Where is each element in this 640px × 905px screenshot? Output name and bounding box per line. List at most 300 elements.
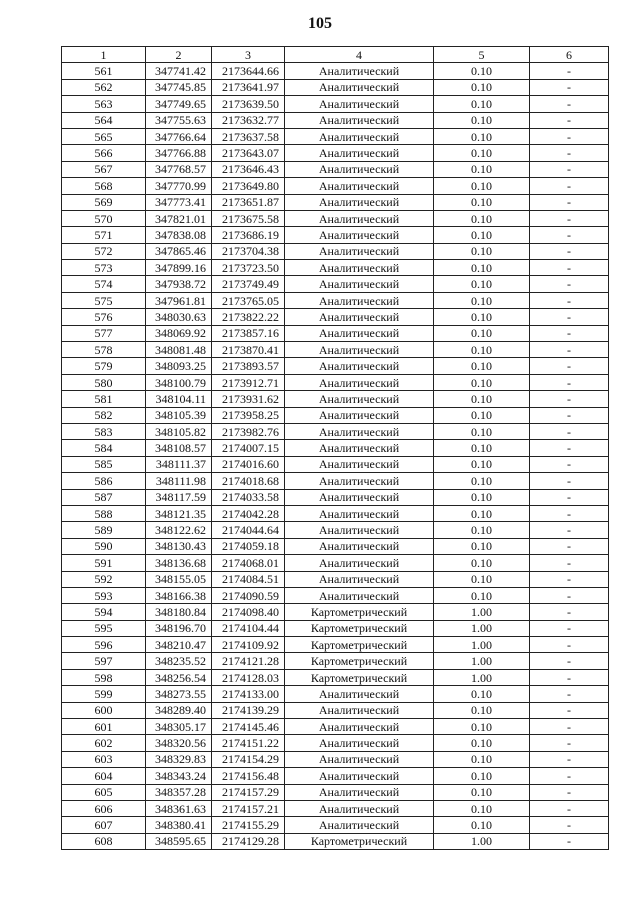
y-coordinate-cell: 2174129.28 [212,833,285,849]
method-cell: Аналитический [285,276,434,292]
accuracy-cell: 0.10 [434,210,530,226]
y-coordinate-cell: 2174059.18 [212,538,285,554]
y-coordinate-cell: 2174151.22 [212,735,285,751]
table-row [62,96,609,112]
x-coordinate-cell: 347766.88 [146,145,212,161]
table-row [62,735,609,751]
method-cell: Аналитический [285,505,434,521]
table-row [62,325,609,341]
y-coordinate-cell: 2173958.25 [212,407,285,423]
y-coordinate-cell: 2174098.40 [212,604,285,620]
method-cell: Аналитический [285,784,434,800]
note-cell: - [530,342,609,358]
method-cell: Аналитический [285,571,434,587]
note-cell: - [530,686,609,702]
column-header-4: 4 [285,47,434,63]
x-coordinate-cell: 348196.70 [146,620,212,636]
x-coordinate-cell: 347770.99 [146,178,212,194]
table-row [62,653,609,669]
table-row [62,669,609,685]
accuracy-cell: 0.10 [434,489,530,505]
note-cell: - [530,751,609,767]
method-cell: Аналитический [285,227,434,243]
point-number-cell: 563 [62,96,146,112]
note-cell: - [530,538,609,554]
y-coordinate-cell: 2173675.58 [212,210,285,226]
accuracy-cell: 0.10 [434,79,530,95]
point-number-cell: 564 [62,112,146,128]
y-coordinate-cell: 2173646.43 [212,161,285,177]
y-coordinate-cell: 2174033.58 [212,489,285,505]
table-row [62,751,609,767]
table-row [62,423,609,439]
point-number-cell: 605 [62,784,146,800]
x-coordinate-cell: 348256.54 [146,669,212,685]
note-cell: - [530,440,609,456]
accuracy-cell: 0.10 [434,505,530,521]
table-row [62,571,609,587]
table-header-row [62,47,609,63]
accuracy-cell: 0.10 [434,63,530,79]
point-number-cell: 604 [62,768,146,784]
table-row [62,178,609,194]
method-cell: Аналитический [285,702,434,718]
y-coordinate-cell: 2173704.38 [212,243,285,259]
note-cell: - [530,292,609,308]
note-cell: - [530,309,609,325]
x-coordinate-cell: 348273.55 [146,686,212,702]
point-number-cell: 573 [62,260,146,276]
point-number-cell: 597 [62,653,146,669]
note-cell: - [530,161,609,177]
note-cell: - [530,178,609,194]
note-cell: - [530,768,609,784]
method-cell: Аналитический [285,817,434,833]
point-number-cell: 596 [62,637,146,653]
note-cell: - [530,96,609,112]
x-coordinate-cell: 347865.46 [146,243,212,259]
accuracy-cell: 0.10 [434,194,530,210]
method-cell: Аналитический [285,260,434,276]
method-cell: Аналитический [285,440,434,456]
method-cell: Аналитический [285,407,434,423]
point-number-cell: 581 [62,391,146,407]
method-cell: Аналитический [285,374,434,390]
y-coordinate-cell: 2174157.29 [212,784,285,800]
method-cell: Картометрический [285,653,434,669]
accuracy-cell: 0.10 [434,702,530,718]
accuracy-cell: 1.00 [434,620,530,636]
method-cell: Аналитический [285,128,434,144]
note-cell: - [530,784,609,800]
x-coordinate-cell: 347773.41 [146,194,212,210]
y-coordinate-cell: 2173649.80 [212,178,285,194]
y-coordinate-cell: 2174145.46 [212,719,285,735]
x-coordinate-cell: 347749.65 [146,96,212,112]
table-row [62,112,609,128]
point-number-cell: 594 [62,604,146,620]
x-coordinate-cell: 348136.68 [146,555,212,571]
y-coordinate-cell: 2174154.29 [212,751,285,767]
point-number-cell: 572 [62,243,146,259]
point-number-cell: 588 [62,505,146,521]
method-cell: Аналитический [285,96,434,112]
y-coordinate-cell: 2174068.01 [212,555,285,571]
method-cell: Аналитический [285,325,434,341]
x-coordinate-cell: 348104.11 [146,391,212,407]
note-cell: - [530,407,609,423]
point-number-cell: 606 [62,800,146,816]
x-coordinate-cell: 348210.47 [146,637,212,653]
accuracy-cell: 1.00 [434,669,530,685]
table-row [62,719,609,735]
accuracy-cell: 0.10 [434,227,530,243]
table-row [62,194,609,210]
accuracy-cell: 0.10 [434,178,530,194]
method-cell: Аналитический [285,473,434,489]
method-cell: Аналитический [285,538,434,554]
method-cell: Аналитический [285,719,434,735]
method-cell: Картометрический [285,669,434,685]
y-coordinate-cell: 2173931.62 [212,391,285,407]
table-row [62,505,609,521]
x-coordinate-cell: 348105.82 [146,423,212,439]
point-number-cell: 565 [62,128,146,144]
point-number-cell: 567 [62,161,146,177]
accuracy-cell: 0.10 [434,538,530,554]
note-cell: - [530,374,609,390]
column-header-3: 3 [212,47,285,63]
y-coordinate-cell: 2174157.21 [212,800,285,816]
column-header-1: 1 [62,47,146,63]
note-cell: - [530,505,609,521]
accuracy-cell: 0.10 [434,374,530,390]
x-coordinate-cell: 348235.52 [146,653,212,669]
point-number-cell: 566 [62,145,146,161]
x-coordinate-cell: 348166.38 [146,587,212,603]
point-number-cell: 570 [62,210,146,226]
accuracy-cell: 0.10 [434,407,530,423]
accuracy-cell: 1.00 [434,637,530,653]
point-number-cell: 598 [62,669,146,685]
accuracy-cell: 0.10 [434,751,530,767]
note-cell: - [530,571,609,587]
x-coordinate-cell: 348030.63 [146,309,212,325]
note-cell: - [530,735,609,751]
note-cell: - [530,243,609,259]
note-cell: - [530,63,609,79]
x-coordinate-cell: 348111.37 [146,456,212,472]
table-body [62,63,609,850]
accuracy-cell: 0.10 [434,96,530,112]
note-cell: - [530,522,609,538]
accuracy-cell: 0.10 [434,161,530,177]
point-number-cell: 590 [62,538,146,554]
note-cell: - [530,817,609,833]
point-number-cell: 595 [62,620,146,636]
accuracy-cell: 0.10 [434,423,530,439]
point-number-cell: 603 [62,751,146,767]
table-row [62,604,609,620]
method-cell: Аналитический [285,555,434,571]
x-coordinate-cell: 348180.84 [146,604,212,620]
point-number-cell: 586 [62,473,146,489]
y-coordinate-cell: 2173822.22 [212,309,285,325]
method-cell: Аналитический [285,194,434,210]
note-cell: - [530,79,609,95]
page-number: 105 [308,15,332,32]
note-cell: - [530,325,609,341]
table-row [62,358,609,374]
table-row [62,456,609,472]
method-cell: Аналитический [285,391,434,407]
accuracy-cell: 0.10 [434,571,530,587]
x-coordinate-cell: 348320.56 [146,735,212,751]
x-coordinate-cell: 348289.40 [146,702,212,718]
x-coordinate-cell: 348081.48 [146,342,212,358]
point-number-cell: 582 [62,407,146,423]
table-row [62,243,609,259]
method-cell: Аналитический [285,243,434,259]
point-number-cell: 591 [62,555,146,571]
column-header-6: 6 [530,47,609,63]
accuracy-cell: 0.10 [434,473,530,489]
note-cell: - [530,604,609,620]
x-coordinate-cell: 347938.72 [146,276,212,292]
x-coordinate-cell: 347745.85 [146,79,212,95]
y-coordinate-cell: 2173857.16 [212,325,285,341]
point-number-cell: 593 [62,587,146,603]
note-cell: - [530,653,609,669]
note-cell: - [530,669,609,685]
y-coordinate-cell: 2174042.28 [212,505,285,521]
table-row [62,702,609,718]
x-coordinate-cell: 347766.64 [146,128,212,144]
method-cell: Аналитический [285,292,434,308]
accuracy-cell: 0.10 [434,358,530,374]
x-coordinate-cell: 348361.63 [146,800,212,816]
table-row [62,276,609,292]
x-coordinate-cell: 348121.35 [146,505,212,521]
accuracy-cell: 0.10 [434,686,530,702]
table-row [62,800,609,816]
method-cell: Аналитический [285,161,434,177]
note-cell: - [530,800,609,816]
point-number-cell: 601 [62,719,146,735]
y-coordinate-cell: 2174018.68 [212,473,285,489]
y-coordinate-cell: 2174128.03 [212,669,285,685]
point-number-cell: 562 [62,79,146,95]
y-coordinate-cell: 2173641.97 [212,79,285,95]
y-coordinate-cell: 2174007.15 [212,440,285,456]
table-row [62,227,609,243]
note-cell: - [530,702,609,718]
accuracy-cell: 0.10 [434,276,530,292]
accuracy-cell: 0.10 [434,735,530,751]
point-number-cell: 587 [62,489,146,505]
column-header-5: 5 [434,47,530,63]
accuracy-cell: 0.10 [434,800,530,816]
column-header-2: 2 [146,47,212,63]
y-coordinate-cell: 2174156.48 [212,768,285,784]
accuracy-cell: 0.10 [434,342,530,358]
x-coordinate-cell: 348093.25 [146,358,212,374]
table-row [62,292,609,308]
method-cell: Аналитический [285,489,434,505]
x-coordinate-cell: 347838.08 [146,227,212,243]
x-coordinate-cell: 347755.63 [146,112,212,128]
note-cell: - [530,833,609,849]
method-cell: Картометрический [285,604,434,620]
point-number-cell: 585 [62,456,146,472]
point-number-cell: 574 [62,276,146,292]
accuracy-cell: 0.10 [434,112,530,128]
table-row [62,620,609,636]
method-cell: Аналитический [285,423,434,439]
x-coordinate-cell: 347899.16 [146,260,212,276]
y-coordinate-cell: 2174109.92 [212,637,285,653]
table-row [62,79,609,95]
table-row [62,555,609,571]
method-cell: Аналитический [285,522,434,538]
table-row [62,637,609,653]
point-number-cell: 571 [62,227,146,243]
point-number-cell: 575 [62,292,146,308]
table-row [62,210,609,226]
x-coordinate-cell: 348111.98 [146,473,212,489]
point-number-cell: 602 [62,735,146,751]
note-cell: - [530,620,609,636]
table-row [62,473,609,489]
x-coordinate-cell: 348100.79 [146,374,212,390]
note-cell: - [530,358,609,374]
point-number-cell: 578 [62,342,146,358]
point-number-cell: 607 [62,817,146,833]
table-row [62,128,609,144]
accuracy-cell: 0.10 [434,719,530,735]
note-cell: - [530,112,609,128]
point-number-cell: 561 [62,63,146,79]
accuracy-cell: 0.10 [434,768,530,784]
method-cell: Аналитический [285,768,434,784]
accuracy-cell: 0.10 [434,292,530,308]
method-cell: Аналитический [285,456,434,472]
point-number-cell: 577 [62,325,146,341]
y-coordinate-cell: 2173765.05 [212,292,285,308]
accuracy-cell: 1.00 [434,653,530,669]
note-cell: - [530,489,609,505]
note-cell: - [530,145,609,161]
accuracy-cell: 1.00 [434,833,530,849]
y-coordinate-cell: 2173686.19 [212,227,285,243]
x-coordinate-cell: 347821.01 [146,210,212,226]
x-coordinate-cell: 348357.28 [146,784,212,800]
y-coordinate-cell: 2174084.51 [212,571,285,587]
method-cell: Аналитический [285,686,434,702]
y-coordinate-cell: 2173643.07 [212,145,285,161]
point-number-cell: 568 [62,178,146,194]
method-cell: Аналитический [285,800,434,816]
accuracy-cell: 0.10 [434,555,530,571]
point-number-cell: 592 [62,571,146,587]
y-coordinate-cell: 2173912.71 [212,374,285,390]
table-row [62,407,609,423]
y-coordinate-cell: 2173637.58 [212,128,285,144]
accuracy-cell: 0.10 [434,325,530,341]
note-cell: - [530,456,609,472]
y-coordinate-cell: 2174133.00 [212,686,285,702]
point-number-cell: 580 [62,374,146,390]
method-cell: Картометрический [285,637,434,653]
method-cell: Аналитический [285,178,434,194]
y-coordinate-cell: 2173639.50 [212,96,285,112]
y-coordinate-cell: 2174121.28 [212,653,285,669]
x-coordinate-cell: 348155.05 [146,571,212,587]
y-coordinate-cell: 2174155.29 [212,817,285,833]
method-cell: Аналитический [285,342,434,358]
accuracy-cell: 0.10 [434,817,530,833]
x-coordinate-cell: 348305.17 [146,719,212,735]
method-cell: Аналитический [285,63,434,79]
y-coordinate-cell: 2174139.29 [212,702,285,718]
accuracy-cell: 0.10 [434,784,530,800]
table-row [62,260,609,276]
note-cell: - [530,128,609,144]
x-coordinate-cell: 348122.62 [146,522,212,538]
accuracy-cell: 0.10 [434,309,530,325]
method-cell: Аналитический [285,751,434,767]
table-row [62,374,609,390]
table-row [62,391,609,407]
method-cell: Аналитический [285,309,434,325]
accuracy-cell: 0.10 [434,260,530,276]
accuracy-cell: 0.10 [434,456,530,472]
x-coordinate-cell: 348380.41 [146,817,212,833]
table-row [62,784,609,800]
x-coordinate-cell: 347961.81 [146,292,212,308]
x-coordinate-cell: 348117.59 [146,489,212,505]
note-cell: - [530,423,609,439]
table-row [62,161,609,177]
accuracy-cell: 0.10 [434,440,530,456]
method-cell: Аналитический [285,210,434,226]
accuracy-cell: 0.10 [434,522,530,538]
x-coordinate-cell: 348108.57 [146,440,212,456]
point-number-cell: 576 [62,309,146,325]
table-row [62,817,609,833]
accuracy-cell: 0.10 [434,587,530,603]
point-number-cell: 608 [62,833,146,849]
note-cell: - [530,587,609,603]
y-coordinate-cell: 2173644.66 [212,63,285,79]
table-row [62,538,609,554]
y-coordinate-cell: 2173723.50 [212,260,285,276]
y-coordinate-cell: 2174090.59 [212,587,285,603]
y-coordinate-cell: 2174044.64 [212,522,285,538]
x-coordinate-cell: 348130.43 [146,538,212,554]
x-coordinate-cell: 347741.42 [146,63,212,79]
y-coordinate-cell: 2173870.41 [212,342,285,358]
method-cell: Аналитический [285,145,434,161]
table-row [62,489,609,505]
y-coordinate-cell: 2173651.87 [212,194,285,210]
note-cell: - [530,637,609,653]
note-cell: - [530,194,609,210]
y-coordinate-cell: 2174016.60 [212,456,285,472]
accuracy-cell: 0.10 [434,128,530,144]
accuracy-cell: 0.10 [434,391,530,407]
y-coordinate-cell: 2174104.44 [212,620,285,636]
